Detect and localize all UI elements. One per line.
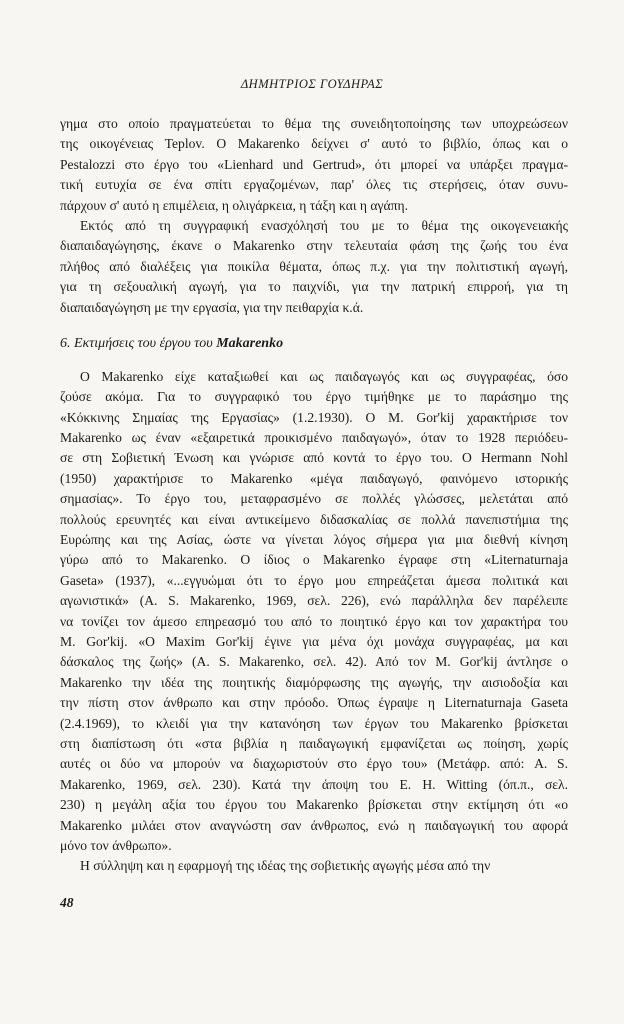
text-line: Makarenko ως έναν «εξαιρετικά προικισμένο παιδαγωγό», όταν το 1928 περιόδευ- <box>60 430 568 446</box>
paragraph <box>60 856 568 876</box>
text-line: M. Gor'kij. «Ο Maxim Gor'kij έγινε για μένα όχι μονάχα συγγραφέας, μα και <box>60 633 568 649</box>
text-line: πάρχουν σ' αυτό η επιμέλεια, η ολιγάρκεια, η τάξη και η αγάπη. <box>60 197 409 213</box>
text-line: σε στη Σοβιετική Ένωση και γνώρισε από κοντά το έργο του. Ο Hermann Nohl <box>60 450 568 466</box>
text-line: γημα στο οποίο πραγματεύεται το θέμα της συνειδητοποίησης των υποχρεώσεων <box>60 116 568 131</box>
text-line: αγωνιστικά» (A. S. Makarenko, 1969, σελ. 226), ενώ παράλληλα δεν παρέλειπε <box>60 593 568 609</box>
section-heading-prefix: 6. Εκτιμήσεις του έργου του <box>60 335 217 351</box>
text-line: πλήθος από διαλέξεις για ποικίλα θέματα, όπως π.χ. για την πολιτιστική αγωγή, <box>60 258 568 274</box>
paragraph <box>60 367 568 856</box>
text-line: στη διαπίστωση ότι «στα βιβλία η παιδαγωγική εμφανίζεται ως ποίηση, χωρίς <box>60 735 568 751</box>
text-line: Εκτός από τη συγγραφική ενασχόλησή του με το θέμα της οικογενειακής <box>80 217 568 233</box>
text-line: ζούσε ακόμα. Για το συγγραφικό του έργο τιμήθηκε με το παράσημο της <box>60 389 568 405</box>
text-line: πολλούς ερευνητές και είναι αντικείμενο διδασκαλίας σε πολλά πανεπιστήμια της <box>60 511 568 527</box>
page-number: 48 <box>60 895 74 910</box>
text-line: 230) η μεγάλη αξία του έργου του Makarenko βρίσκεται στην εκτίμηση ότι «ο <box>60 797 568 813</box>
bottom-paragraphs <box>60 367 568 877</box>
text-line: μόνο τον άνθρωπο». <box>60 837 172 853</box>
text-line: της οικογένειας Teplov. Ο Makarenko δείχνει σ' αυτό το βιβλίο, όπως και ο <box>60 136 568 152</box>
text-line: Ευρώπης και της Ασίας, ώστε να γίνεται λόγος σήμερα για μια διεθνή κίνηση <box>60 532 568 548</box>
text-line: Η σύλληψη και η εφαρμογή της ιδέας της σοβιετικής αγωγής μέσα από την <box>80 858 491 874</box>
text-line: Makarenko την ιδέα της ποιητικής διαμόρφωσης της αγωγής, την αισιοδοξία και <box>60 674 568 690</box>
text-line: «Κόκκινης Σημαίας της Εργασίας» (1.2.1930). Ο Μ. Gor'kij χαρακτήρισε τον <box>60 409 568 425</box>
text-line: γύρω από το Makarenko. Ο ίδιος ο Makarenko έγραφε στη «Liternaturnaja <box>60 552 568 568</box>
text-line: Pestalozzi στο έργο του «Lienhard und Gertrud», ότι μπορεί να υπάρξει πραγμα- <box>60 156 568 172</box>
section-heading-name: Makarenko <box>216 335 284 351</box>
text-line: Makarenko μιλάει στον αναγνώστη σαν άνθρωπος, ενώ η παιδαγωγική του αφορά <box>60 817 568 833</box>
section-heading <box>60 333 568 355</box>
text-line: διαπαιδαγώγηση με την εργασία, για την πειθαρχία κ.ά. <box>60 299 364 315</box>
text-line: για τη σεξουαλική αγωγή, για το παιχνίδι, για την πατρική επιρροή, για τη <box>60 279 568 295</box>
text-line: τική ευτυχία σε ένα σπίτι εργαζομένων, παρ' όλες τις στερήσεις, όταν συνυ- <box>60 177 568 193</box>
text-line: Makarenko, 1969, σελ. 230). Κατά την άποψη του E. H. Witting (όπ.π., σελ. <box>60 776 568 792</box>
paragraph <box>60 114 568 216</box>
text-line: Ο Makarenko είχε καταξιωθεί και ως παιδαγωγός και ως συγγραφέας, όσο <box>80 368 568 384</box>
text-line: δάσκαλος της ζωής» (A. S. Makarenko, σελ. 42). Από τον M. Gor'kij άντλησε ο <box>60 654 568 670</box>
running-head: ΔΗΜΗΤΡΙΟΣ ΓΟΥΔΗΡΑΣ <box>240 77 384 91</box>
text-line: να τονίζει τον άμεσο επηρεασμό του από το ποιητικό έργο και τον χαρακτήρα του <box>60 613 568 629</box>
text-line: αυτές οι δύο να μπορούν να διαχωριστούν στο έργο του» (Μετάφρ. από: A. S. <box>60 756 568 772</box>
text-line: (2.4.1969), το κλειδί για την κατανόηση των έργων του Makarenko βρίσκεται <box>60 715 568 731</box>
text-line: σημασίας». Το έργο του, μεταφρασμένο σε πολλές γλώσσες, μελετάται από <box>60 491 568 507</box>
text-line: (1950) χαρακτήρισε το Makarenko «μέγα παιδαγωγό, φαινόμενο ιστορικής <box>60 470 568 486</box>
text-line: διαπαιδαγώγησης, έκανε ο Makarenko στην τελευταία φάση της ζωής του ένα <box>60 238 568 254</box>
body-text <box>60 114 568 877</box>
text-line: την πίστη στον άνθρωπο και στην πρόοδο. Όπως έγραψε η Liternaturnaja Gaseta <box>60 695 568 711</box>
text-line: Gaseta» (1937), «...εγγυώμαι ότι το έργο μου επηρεάζεται άμεσα πολιτικά και <box>60 572 568 588</box>
top-paragraphs <box>60 114 568 318</box>
paragraph <box>60 216 568 318</box>
